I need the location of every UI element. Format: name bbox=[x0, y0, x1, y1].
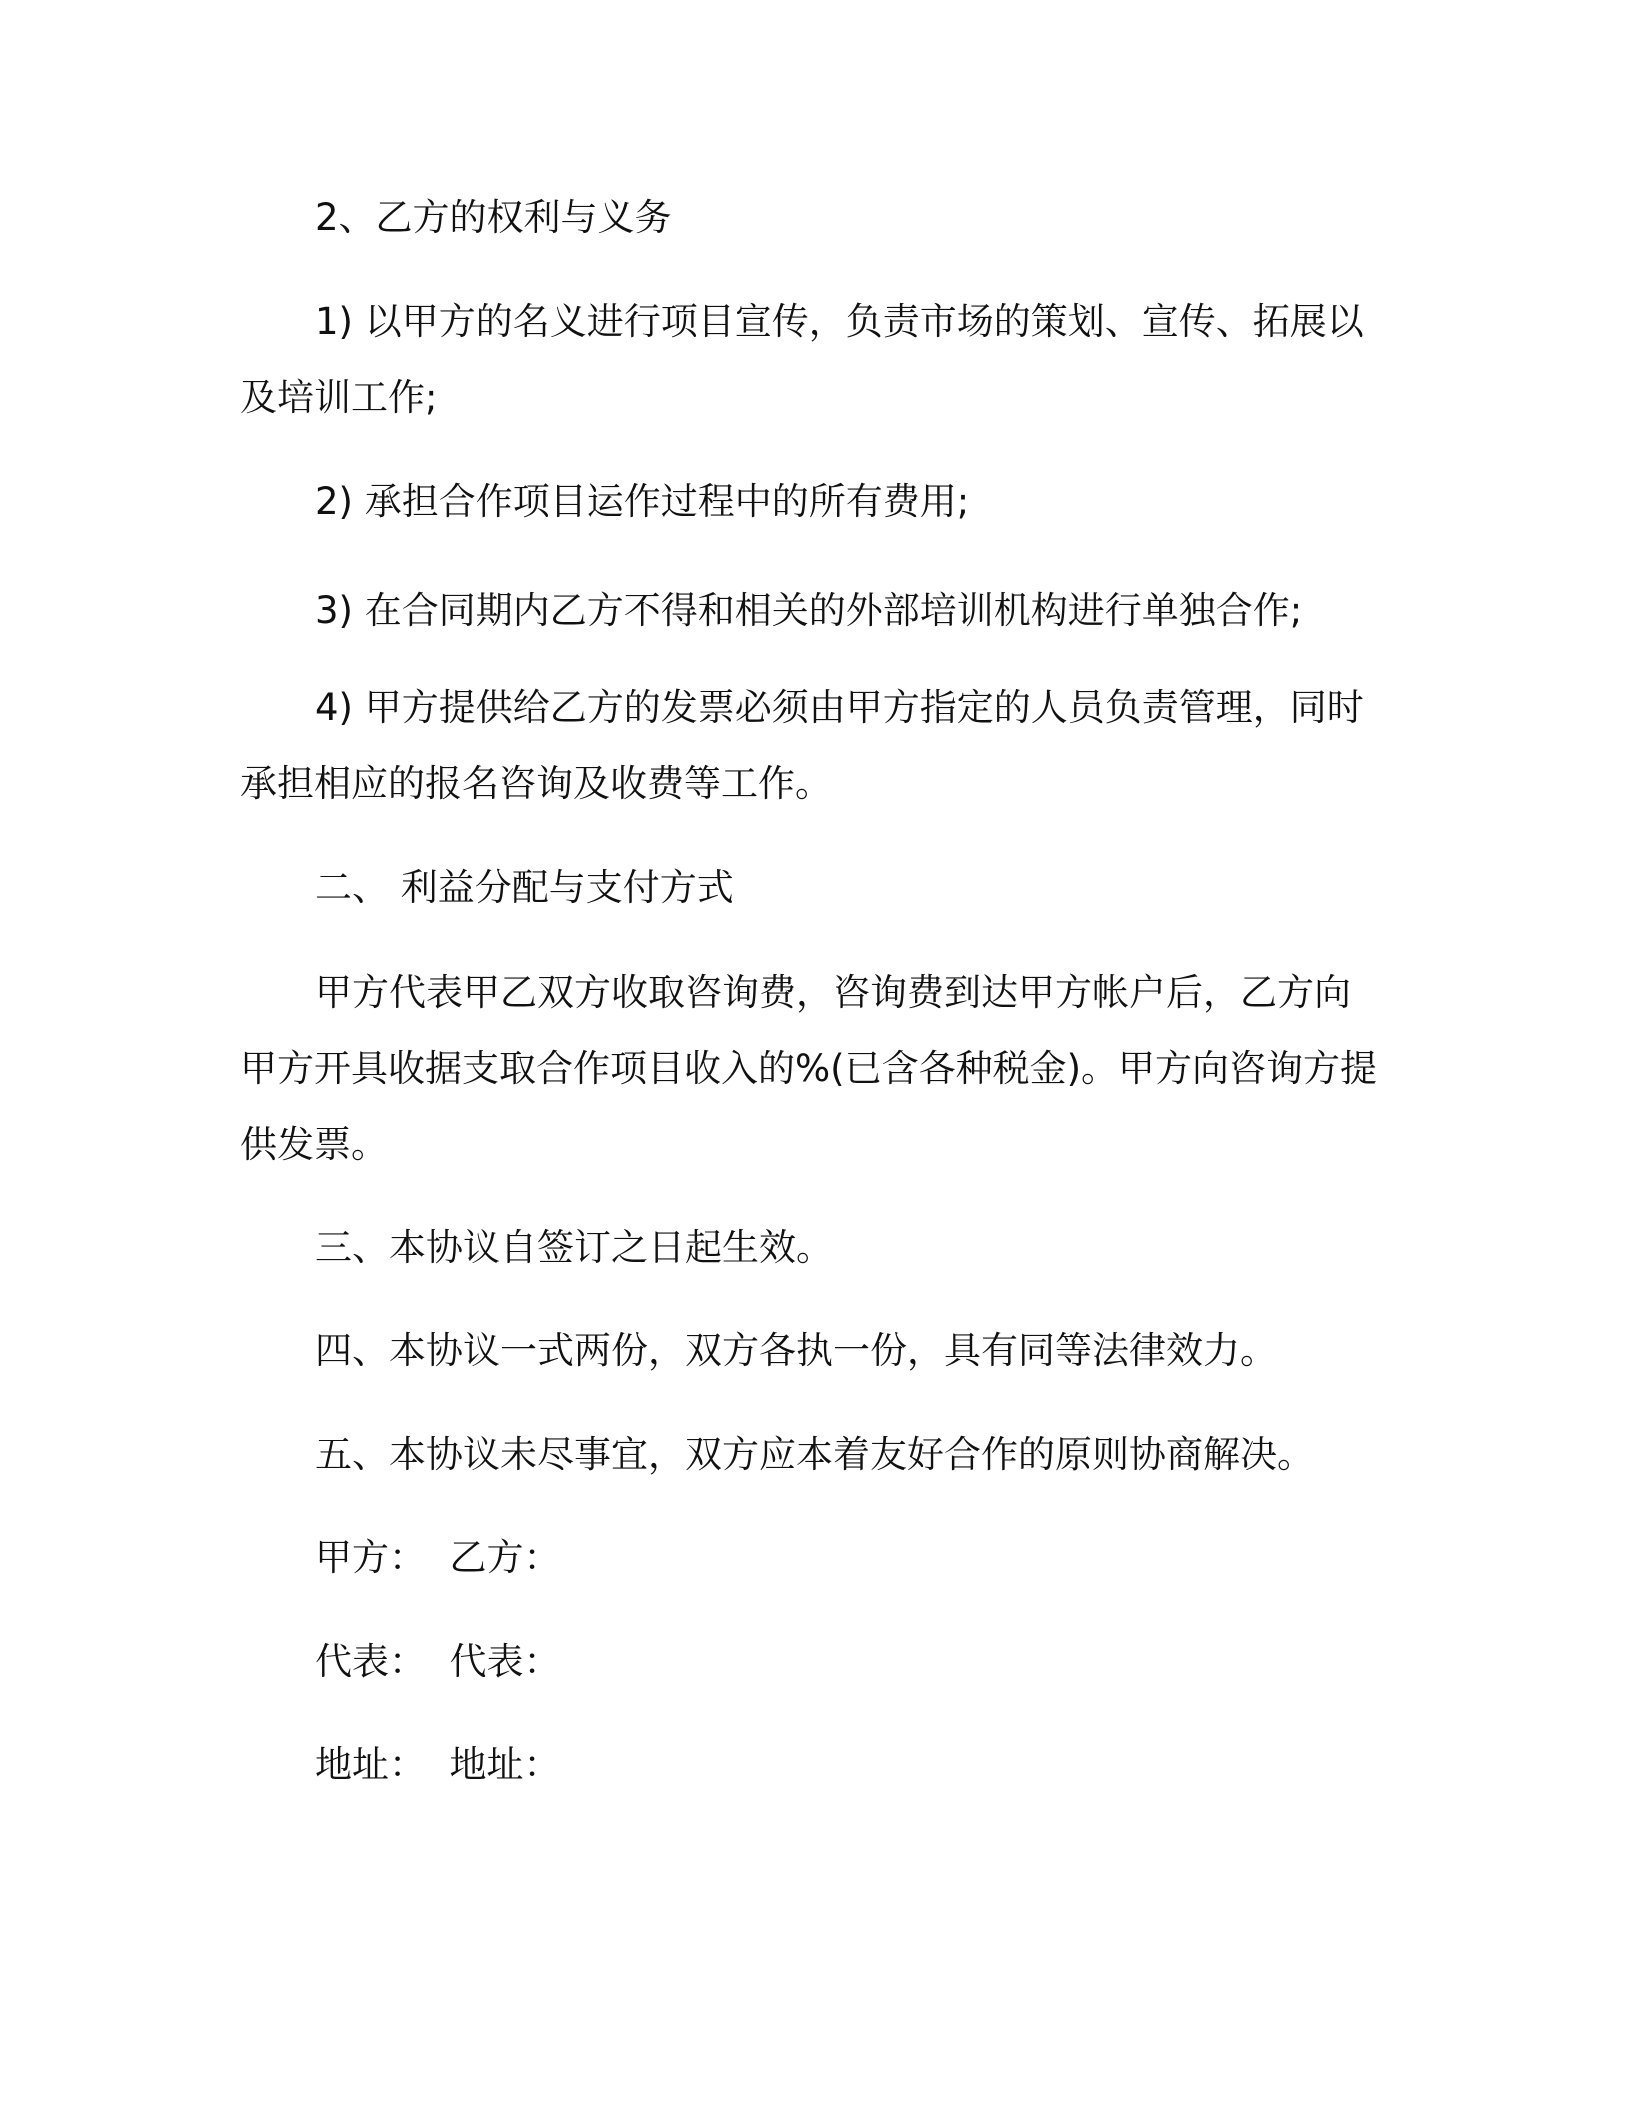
article-2-line1: 甲方代表甲乙双方收取咨询费，咨询费到达甲方帐户后，乙方向 bbox=[315, 971, 1351, 1014]
section-2-heading: 2、乙方的权利与义务 bbox=[315, 196, 672, 239]
item-2: 2) 承担合作项目运作过程中的所有费用; bbox=[315, 480, 970, 523]
party-signature-line: 甲方： 乙方： bbox=[315, 1536, 561, 1579]
item-4-line2: 承担相应的报名咨询及收费等工作。 bbox=[240, 762, 832, 805]
item-1-line2: 及培训工作; bbox=[240, 376, 438, 419]
article-4: 四、本协议一式两份，双方各执一份，具有同等法律效力。 bbox=[315, 1329, 1277, 1372]
item-3: 3) 在合同期内乙方不得和相关的外部培训机构进行单独合作; bbox=[315, 589, 1303, 632]
article-2-line2: 甲方开具收据支取合作项目收入的%(已含各种税金)。甲方向咨询方提 bbox=[240, 1047, 1378, 1090]
article-2-line3: 供发票。 bbox=[240, 1123, 388, 1166]
article-5: 五、本协议未尽事宜，双方应本着友好合作的原则协商解决。 bbox=[315, 1433, 1314, 1476]
item-4-line1: 4) 甲方提供给乙方的发票必须由甲方指定的人员负责管理，同时 bbox=[315, 686, 1364, 729]
representative-line: 代表： 代表： bbox=[315, 1640, 561, 1683]
article-2-heading: 二、 利益分配与支付方式 bbox=[315, 866, 734, 909]
address-line: 地址： 地址： bbox=[315, 1743, 561, 1786]
article-3: 三、本协议自签订之日起生效。 bbox=[315, 1226, 833, 1269]
item-1-line1: 1) 以甲方的名义进行项目宣传，负责市场的策划、宣传、拓展以 bbox=[315, 300, 1364, 343]
